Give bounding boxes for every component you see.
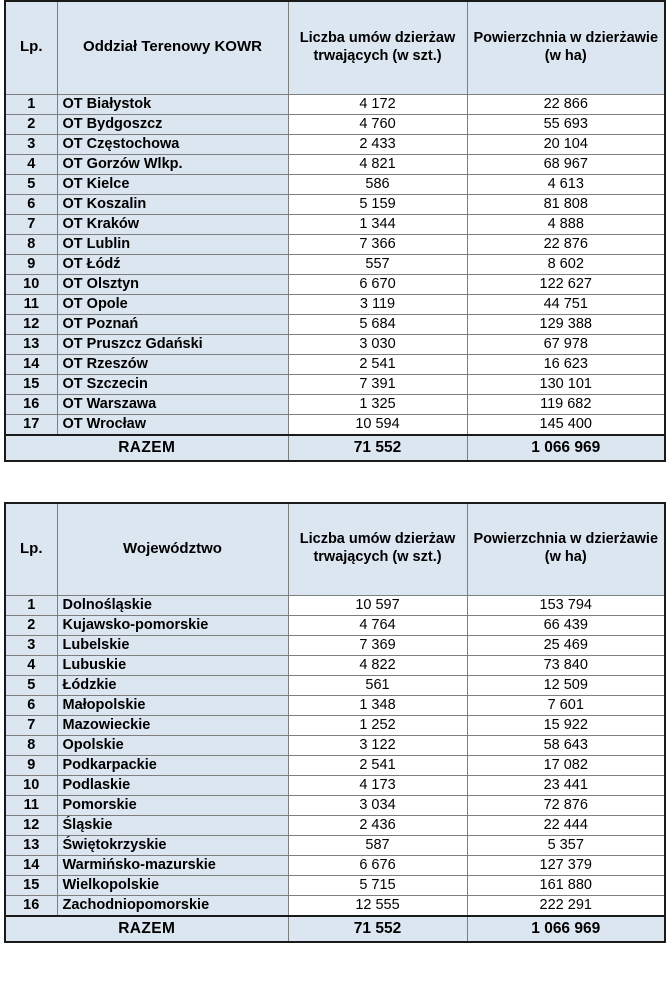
table-row	[5, 636, 665, 656]
total-area-cell: 1 066 969	[467, 916, 665, 942]
row-area-cell: 222 291	[467, 896, 665, 917]
table-row	[5, 214, 665, 234]
row-label-cell: Dolnośląskie	[57, 596, 288, 616]
row-label-cell: OT Pruszcz Gdański	[57, 334, 288, 354]
row-label-cell: OT Olsztyn	[57, 274, 288, 294]
row-area-cell: 145 400	[467, 414, 665, 435]
table-row	[5, 876, 665, 896]
row-count-cell: 2 541	[288, 354, 467, 374]
row-label-cell: Kujawsko-pomorskie	[57, 616, 288, 636]
row-count-cell: 7 369	[288, 636, 467, 656]
table-row	[5, 314, 665, 334]
table-row	[5, 414, 665, 435]
row-index-cell: 14	[5, 354, 57, 374]
row-area-cell: 20 104	[467, 134, 665, 154]
row-index-cell: 5	[5, 174, 57, 194]
total-label-cell: RAZEM	[5, 916, 288, 942]
row-index-cell: 13	[5, 334, 57, 354]
row-count-cell: 6 670	[288, 274, 467, 294]
row-area-cell: 22 876	[467, 234, 665, 254]
table-header-wojewodztwa	[5, 503, 665, 596]
row-label-cell: OT Szczecin	[57, 374, 288, 394]
row-count-cell: 557	[288, 254, 467, 274]
table-row	[5, 856, 665, 876]
row-index-cell: 8	[5, 234, 57, 254]
row-count-cell: 3 030	[288, 334, 467, 354]
row-count-cell: 10 597	[288, 596, 467, 616]
row-index-cell: 4	[5, 656, 57, 676]
table-total-row	[5, 435, 665, 461]
row-count-cell: 12 555	[288, 896, 467, 917]
row-label-cell: Pomorskie	[57, 796, 288, 816]
row-area-cell: 4 888	[467, 214, 665, 234]
table-row	[5, 596, 665, 616]
table-row	[5, 334, 665, 354]
row-label-cell: Opolskie	[57, 736, 288, 756]
row-index-cell: 6	[5, 194, 57, 214]
row-count-cell: 5 684	[288, 314, 467, 334]
row-label-cell: OT Bydgoszcz	[57, 114, 288, 134]
row-area-cell: 22 866	[467, 94, 665, 114]
row-label-cell: Łódzkie	[57, 676, 288, 696]
row-index-cell: 3	[5, 134, 57, 154]
row-label-cell: Podkarpackie	[57, 756, 288, 776]
row-index-cell: 14	[5, 856, 57, 876]
row-area-cell: 73 840	[467, 656, 665, 676]
row-label-cell: Świętokrzyskie	[57, 836, 288, 856]
table-wojewodztwa	[4, 502, 666, 944]
row-index-cell: 11	[5, 294, 57, 314]
table-row	[5, 816, 665, 836]
row-count-cell: 4 764	[288, 616, 467, 636]
row-label-cell: OT Koszalin	[57, 194, 288, 214]
row-count-cell: 1 325	[288, 394, 467, 414]
row-count-cell: 4 822	[288, 656, 467, 676]
row-area-cell: 127 379	[467, 856, 665, 876]
table-wrapper-oddzialy	[4, 0, 664, 462]
table-row	[5, 154, 665, 174]
table-row	[5, 696, 665, 716]
row-index-cell: 9	[5, 756, 57, 776]
table-header-oddzialy	[5, 1, 665, 94]
row-label-cell: OT Wrocław	[57, 414, 288, 435]
row-count-cell: 2 436	[288, 816, 467, 836]
row-index-cell: 8	[5, 736, 57, 756]
row-label-cell: OT Białystok	[57, 94, 288, 114]
table-oddzialy-terenowe-kowr	[4, 0, 666, 462]
row-area-cell: 66 439	[467, 616, 665, 636]
row-area-cell: 17 082	[467, 756, 665, 776]
row-count-cell: 1 344	[288, 214, 467, 234]
row-area-cell: 5 357	[467, 836, 665, 856]
column-header-lp: Lp.	[5, 1, 57, 94]
row-area-cell: 25 469	[467, 636, 665, 656]
table-row	[5, 354, 665, 374]
row-label-cell: Mazowieckie	[57, 716, 288, 736]
row-index-cell: 16	[5, 394, 57, 414]
column-header-area: Powierzchnia w dzierżawie (w ha)	[467, 1, 665, 94]
row-label-cell: Warmińsko-mazurskie	[57, 856, 288, 876]
row-area-cell: 129 388	[467, 314, 665, 334]
row-area-cell: 122 627	[467, 274, 665, 294]
table-row	[5, 374, 665, 394]
row-area-cell: 68 967	[467, 154, 665, 174]
row-index-cell: 12	[5, 314, 57, 334]
row-area-cell: 119 682	[467, 394, 665, 414]
row-area-cell: 130 101	[467, 374, 665, 394]
row-index-cell: 13	[5, 836, 57, 856]
table-row	[5, 656, 665, 676]
row-index-cell: 9	[5, 254, 57, 274]
table-row	[5, 896, 665, 917]
row-label-cell: OT Kielce	[57, 174, 288, 194]
row-index-cell: 17	[5, 414, 57, 435]
row-label-cell: OT Poznań	[57, 314, 288, 334]
row-index-cell: 10	[5, 274, 57, 294]
row-count-cell: 3 034	[288, 796, 467, 816]
row-index-cell: 1	[5, 94, 57, 114]
table-row	[5, 394, 665, 414]
row-count-cell: 4 821	[288, 154, 467, 174]
header-row	[5, 503, 665, 596]
table-row	[5, 836, 665, 856]
table-row	[5, 796, 665, 816]
row-area-cell: 12 509	[467, 676, 665, 696]
table-row	[5, 616, 665, 636]
row-label-cell: Zachodniopomorskie	[57, 896, 288, 917]
row-area-cell: 161 880	[467, 876, 665, 896]
table-row	[5, 94, 665, 114]
row-label-cell: OT Rzeszów	[57, 354, 288, 374]
table-row	[5, 114, 665, 134]
column-header-lp: Lp.	[5, 503, 57, 596]
table-row	[5, 134, 665, 154]
row-label-cell: OT Kraków	[57, 214, 288, 234]
table-row	[5, 174, 665, 194]
row-area-cell: 67 978	[467, 334, 665, 354]
row-label-cell: Lubuskie	[57, 656, 288, 676]
row-count-cell: 5 715	[288, 876, 467, 896]
row-label-cell: Podlaskie	[57, 776, 288, 796]
row-area-cell: 23 441	[467, 776, 665, 796]
row-count-cell: 7 391	[288, 374, 467, 394]
row-count-cell: 4 172	[288, 94, 467, 114]
column-header-name: Oddział Terenowy KOWR	[57, 1, 288, 94]
row-area-cell: 8 602	[467, 254, 665, 274]
column-header-name: Województwo	[57, 503, 288, 596]
column-header-count: Liczba umów dzierżaw trwających (w szt.)	[288, 1, 467, 94]
column-header-count: Liczba umów dzierżaw trwających (w szt.)	[288, 503, 467, 596]
total-count-cell: 71 552	[288, 916, 467, 942]
row-label-cell: Lubelskie	[57, 636, 288, 656]
row-count-cell: 7 366	[288, 234, 467, 254]
table-row	[5, 254, 665, 274]
table-body-wojewodztwa	[5, 596, 665, 943]
row-count-cell: 5 159	[288, 194, 467, 214]
row-count-cell: 586	[288, 174, 467, 194]
row-area-cell: 4 613	[467, 174, 665, 194]
row-label-cell: OT Opole	[57, 294, 288, 314]
row-index-cell: 2	[5, 114, 57, 134]
total-area-cell: 1 066 969	[467, 435, 665, 461]
row-index-cell: 15	[5, 876, 57, 896]
row-index-cell: 3	[5, 636, 57, 656]
table-body-oddzialy	[5, 94, 665, 461]
row-label-cell: OT Częstochowa	[57, 134, 288, 154]
row-label-cell: OT Warszawa	[57, 394, 288, 414]
table-row	[5, 294, 665, 314]
total-count-cell: 71 552	[288, 435, 467, 461]
row-count-cell: 561	[288, 676, 467, 696]
table-row	[5, 274, 665, 294]
row-area-cell: 15 922	[467, 716, 665, 736]
row-index-cell: 11	[5, 796, 57, 816]
row-area-cell: 153 794	[467, 596, 665, 616]
row-index-cell: 15	[5, 374, 57, 394]
row-count-cell: 6 676	[288, 856, 467, 876]
row-area-cell: 44 751	[467, 294, 665, 314]
row-index-cell: 4	[5, 154, 57, 174]
row-index-cell: 5	[5, 676, 57, 696]
row-area-cell: 72 876	[467, 796, 665, 816]
table-total-row	[5, 916, 665, 942]
row-index-cell: 10	[5, 776, 57, 796]
row-count-cell: 4 760	[288, 114, 467, 134]
row-area-cell: 58 643	[467, 736, 665, 756]
row-area-cell: 55 693	[467, 114, 665, 134]
row-count-cell: 3 119	[288, 294, 467, 314]
table-row	[5, 776, 665, 796]
row-index-cell: 16	[5, 896, 57, 917]
total-label-cell: RAZEM	[5, 435, 288, 461]
row-area-cell: 7 601	[467, 696, 665, 716]
row-index-cell: 2	[5, 616, 57, 636]
table-row	[5, 736, 665, 756]
table-row	[5, 234, 665, 254]
row-index-cell: 7	[5, 716, 57, 736]
row-index-cell: 7	[5, 214, 57, 234]
row-label-cell: Małopolskie	[57, 696, 288, 716]
row-area-cell: 16 623	[467, 354, 665, 374]
header-row	[5, 1, 665, 94]
table-row	[5, 756, 665, 776]
row-count-cell: 3 122	[288, 736, 467, 756]
table-separator	[0, 462, 668, 502]
row-label-cell: Wielkopolskie	[57, 876, 288, 896]
row-count-cell: 1 252	[288, 716, 467, 736]
table-row	[5, 716, 665, 736]
table-row	[5, 676, 665, 696]
column-header-area: Powierzchnia w dzierżawie (w ha)	[467, 503, 665, 596]
row-count-cell: 587	[288, 836, 467, 856]
row-index-cell: 12	[5, 816, 57, 836]
table-wrapper-wojewodztwa	[4, 502, 664, 944]
row-count-cell: 2 433	[288, 134, 467, 154]
row-label-cell: OT Lublin	[57, 234, 288, 254]
row-label-cell: OT Łódź	[57, 254, 288, 274]
row-label-cell: OT Gorzów Wlkp.	[57, 154, 288, 174]
row-count-cell: 10 594	[288, 414, 467, 435]
row-count-cell: 4 173	[288, 776, 467, 796]
table-row	[5, 194, 665, 214]
row-label-cell: Śląskie	[57, 816, 288, 836]
row-area-cell: 22 444	[467, 816, 665, 836]
row-index-cell: 1	[5, 596, 57, 616]
row-index-cell: 6	[5, 696, 57, 716]
row-count-cell: 1 348	[288, 696, 467, 716]
row-area-cell: 81 808	[467, 194, 665, 214]
row-count-cell: 2 541	[288, 756, 467, 776]
